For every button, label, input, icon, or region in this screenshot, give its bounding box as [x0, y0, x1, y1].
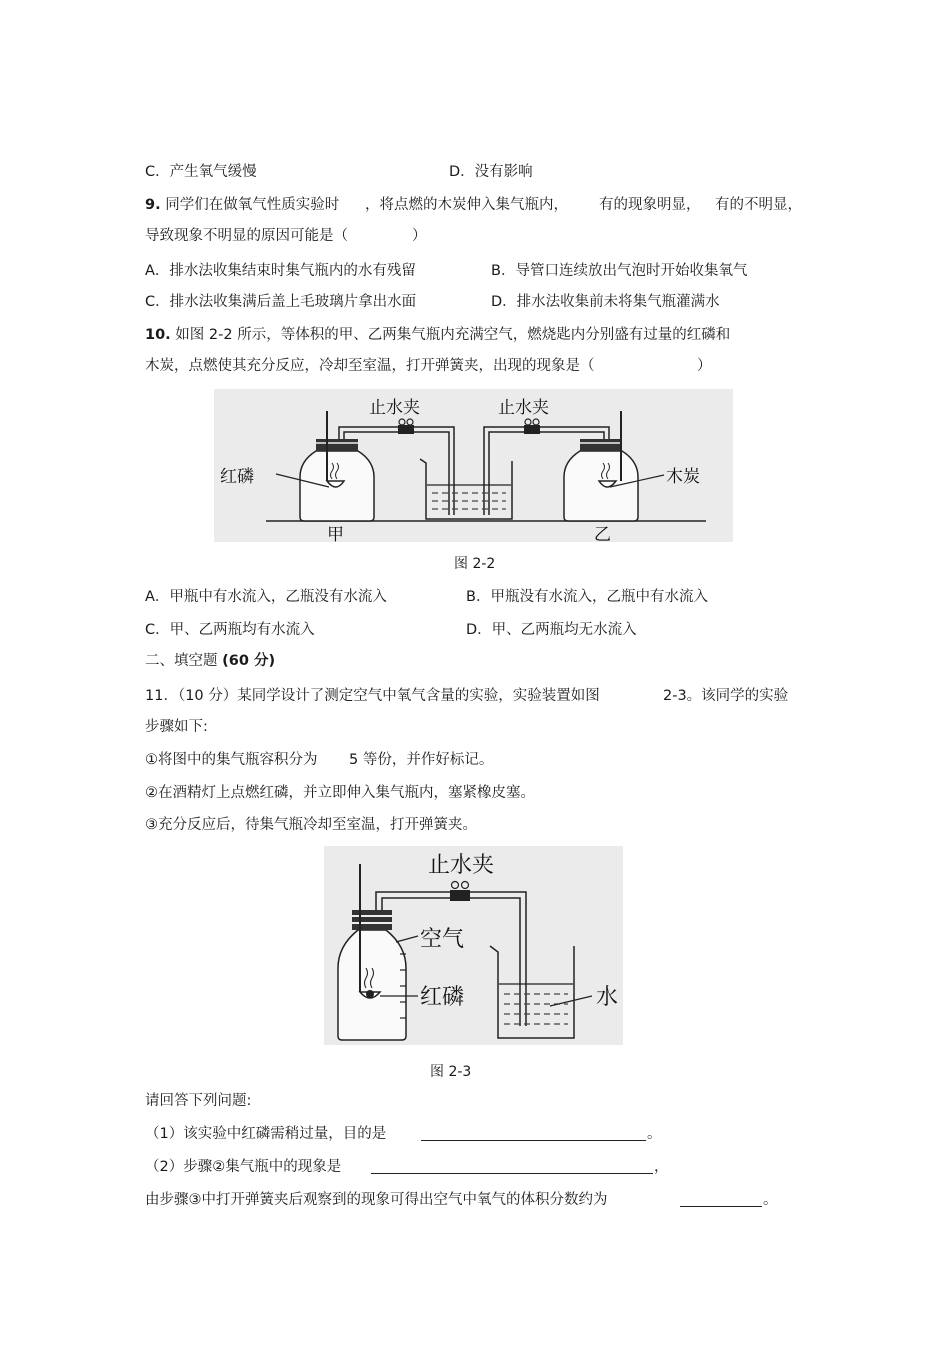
question-10-line1 [145, 325, 730, 345]
question-10-bracket-end: ） [697, 358, 712, 374]
figure-2-3 [324, 846, 623, 1045]
label-jia: 甲 [327, 525, 344, 542]
section-title [145, 651, 275, 671]
option-9a: A．排水法收集结束时集气瓶内的水有残留 [145, 263, 416, 279]
label-clamp-left: 止水夹 [369, 398, 420, 418]
question-10-line2: 木炭，点燃使其充分反应，冷却至室温，打开弹簧夹，出现的现象是（ [145, 358, 595, 374]
figure-2-2-caption: 图 2-2 [454, 556, 496, 572]
option-9b: B．导管口连续放出气泡时开始收集氧气 [491, 263, 748, 279]
option-8d: D．没有影响 [449, 164, 533, 180]
answer-blank-1[interactable] [421, 1126, 646, 1141]
step-1a: ①将图中的集气瓶容积分为 [145, 752, 318, 768]
sub-question-1: （1）该实验中红磷需稍过量，目的是 [145, 1126, 387, 1142]
question-11-line1a: 11．（10 分）某同学设计了测定空气中氧气含量的实验，实验装置如图 [145, 688, 600, 704]
figure-2-2 [214, 389, 733, 542]
question-9-bracket-end: ） [412, 228, 427, 244]
figure-2-3-caption: 图 2-3 [430, 1064, 472, 1080]
option-10c: C．甲、乙两瓶均有水流入 [145, 622, 315, 638]
sub-question-2-end: ， [654, 1159, 669, 1175]
answer-prompt: 请回答下列问题: [145, 1093, 252, 1109]
question-9-text-b: ，将点燃的木炭伸入集气瓶内， [365, 197, 568, 213]
label-clamp-right: 止水夹 [498, 398, 549, 418]
label-water: 水 [596, 985, 619, 1010]
question-10-text: 如图 2-2 所示，等体积的甲、乙两集气瓶内充满空气，燃烧匙内分别盛有过量的红磷和 [175, 327, 731, 343]
label-phosphorus-2: 红磷 [420, 985, 465, 1010]
question-9-number: 9. [145, 197, 161, 213]
question-9-text-d: 有的不明显， [715, 197, 802, 213]
option-9d: D．排水法收集前未将集气瓶灌满水 [491, 294, 720, 310]
option-8c: C．产生氧气缓慢 [145, 164, 257, 180]
step-3: ③充分反应后，待集气瓶冷却至室温，打开弹簧夹。 [145, 817, 477, 833]
figure-2-2-drawing [214, 389, 733, 542]
label-air: 空气 [420, 927, 465, 952]
option-10b: B．甲瓶没有水流入，乙瓶中有水流入 [466, 589, 708, 605]
sub-question-2: （2）步骤②集气瓶中的现象是 [145, 1159, 342, 1175]
step-2: ②在酒精灯上点燃红磷，并立即伸入集气瓶内，塞紧橡皮塞。 [145, 785, 535, 801]
sub-question-3-end: 。 [763, 1192, 778, 1208]
answer-blank-2[interactable] [371, 1159, 653, 1174]
step-1b: 5 等份，并作好标记。 [349, 752, 494, 768]
label-charcoal: 木炭 [666, 467, 700, 487]
option-10d: D．甲、乙两瓶均无水流入 [466, 622, 637, 638]
option-10a: A．甲瓶中有水流入，乙瓶没有水流入 [145, 589, 387, 605]
answer-blank-3[interactable] [680, 1192, 762, 1207]
question-11-line1b: 2-3。该同学的实验 [663, 688, 789, 704]
question-9-text-c: 有的现象明显， [599, 197, 701, 213]
sub-question-1-end: 。 [647, 1126, 662, 1142]
sub-question-3: 由步骤③中打开弹簧夹后观察到的现象可得出空气中氧气的体积分数约为 [145, 1192, 608, 1208]
label-clamp: 止水夹 [428, 853, 495, 878]
question-9-line1 [145, 195, 339, 215]
section-score: (60 分) [222, 653, 276, 669]
question-9-text-a: 同学们在做氧气性质实验时 [165, 197, 340, 213]
question-11-line2: 步骤如下: [145, 719, 208, 735]
figure-2-3-drawing [324, 846, 623, 1045]
question-10-number: 10. [145, 327, 171, 343]
question-9-line2: 导致现象不明显的原因可能是（ [145, 228, 348, 244]
option-9c: C．排水法收集满后盖上毛玻璃片拿出水面 [145, 294, 417, 310]
section-title-text: 二、填空题 [145, 653, 218, 669]
label-phosphorus: 红磷 [220, 467, 254, 487]
label-yi: 乙 [594, 525, 611, 542]
